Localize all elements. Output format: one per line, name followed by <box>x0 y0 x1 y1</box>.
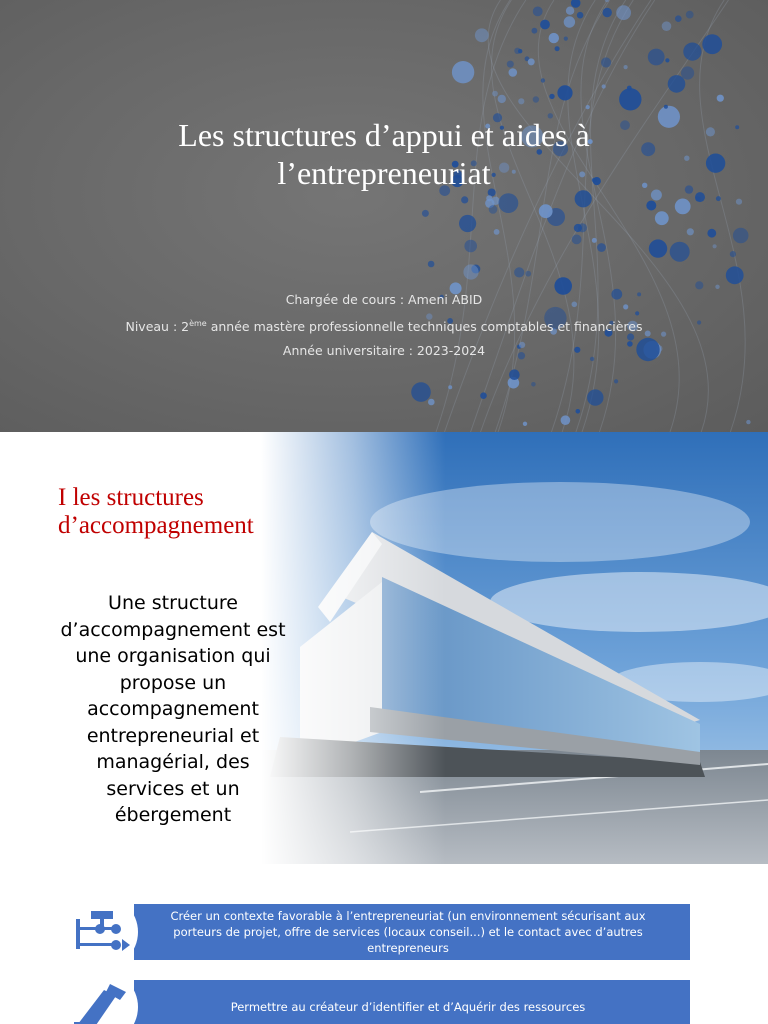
bubble-dot <box>448 385 452 389</box>
bubble-dot <box>695 281 703 289</box>
bubble-dot <box>533 96 539 102</box>
bubble-dot <box>646 201 656 211</box>
bubble-dot <box>675 15 682 22</box>
bubble-dot <box>649 239 667 257</box>
bubble-dot <box>557 85 572 100</box>
bubble-dot <box>571 0 581 8</box>
bubble-dot <box>555 46 560 51</box>
bubble-dot <box>668 75 686 93</box>
bubble-dot <box>572 235 582 245</box>
bubble-dot <box>514 267 524 277</box>
bubble-dot <box>428 261 435 268</box>
bubble-dot <box>665 58 669 62</box>
roles-slide <box>0 864 768 1024</box>
bubble-dot <box>683 43 701 61</box>
heading-line-2: d’accompagnement <box>58 512 254 539</box>
bubble-dot <box>564 37 568 41</box>
bubble-dot <box>597 243 606 252</box>
section-heading <box>58 484 254 540</box>
bubble-dot <box>681 66 694 79</box>
bubble-dot <box>518 49 522 53</box>
bubble-dot <box>602 84 606 88</box>
bubble-dot <box>717 95 724 102</box>
bubble-dot <box>486 195 492 201</box>
handshake-icon <box>64 970 138 1024</box>
bubble-dot <box>525 271 531 277</box>
bubble-dot <box>509 68 518 77</box>
bubble-dot <box>587 389 603 405</box>
bubble-dot <box>498 95 506 103</box>
bubble-dot <box>675 199 691 215</box>
bubble-dot <box>518 98 524 104</box>
role-icon-circle-2 <box>64 970 138 1024</box>
level-line <box>60 316 708 335</box>
bubble-dot <box>533 6 543 16</box>
bubble-dot <box>452 61 474 83</box>
bubble-dot <box>707 229 716 238</box>
structures-slide <box>0 432 768 864</box>
bubble-dot <box>577 12 584 19</box>
role-banner-1 <box>134 904 690 960</box>
bubble-dot <box>576 409 581 414</box>
bubble-dot <box>614 379 618 383</box>
bubble-dot <box>735 125 739 129</box>
bubble-dot <box>662 21 672 31</box>
bubble-dot <box>574 224 582 232</box>
bubble-dot <box>541 78 545 82</box>
bubble-dot <box>461 196 468 203</box>
bubble-dot <box>480 392 487 399</box>
bubble-dot <box>575 190 592 207</box>
bubble-dot <box>715 285 719 289</box>
org-chart-icon <box>64 895 138 969</box>
bubble-dot <box>706 154 725 173</box>
bubble-dot <box>509 369 520 380</box>
heading-line-1: I les structures <box>58 484 204 511</box>
bubble-dot <box>549 94 554 99</box>
bubble-dot <box>706 127 715 136</box>
bubble-dot <box>523 422 527 426</box>
bubble-dot <box>532 28 538 34</box>
bubble-dot <box>549 33 559 43</box>
bubble-dot <box>695 196 700 201</box>
bubble-dot <box>489 205 498 214</box>
bubble-dot <box>494 229 500 235</box>
bubble-dot <box>733 228 749 244</box>
bubble-dot <box>564 16 575 27</box>
bubble-dot <box>531 382 536 387</box>
bubble-dot <box>507 61 514 68</box>
role-text-1: Créer un contexte favorable à l’entrepreneuriat (un environnement sécurisant aux porteurs de projet, offre de services (locaux conseil...) et le contact avec d’autres entrepreneurs <box>170 909 646 955</box>
bubble-dot <box>475 28 489 42</box>
bubble-dot <box>670 242 690 262</box>
bubble-dot <box>713 244 717 248</box>
bubble-dot <box>726 266 744 284</box>
bubble-dot <box>627 86 632 91</box>
lecturer-line: Chargée de cours : Ameni ABID <box>285 292 483 307</box>
bubble-dot <box>730 251 736 257</box>
level-superscript: ème <box>189 319 207 328</box>
bubble-dot <box>464 240 477 253</box>
role-banner-2 <box>134 980 690 1024</box>
bubble-dot <box>686 11 694 19</box>
bubble-dot <box>428 399 435 406</box>
bubble-dot <box>736 199 742 205</box>
definition-text: Une structure d’accompagnement est une organisation qui propose un accompagnement entrepreneurial et managérial, des services et un ébergement <box>60 592 286 826</box>
bubble-dot <box>716 196 721 201</box>
bubble-dot <box>603 8 612 17</box>
title-slide-subtitle <box>60 292 708 367</box>
bubble-dot <box>586 105 590 109</box>
bubble-dot <box>648 49 665 66</box>
bubble-dot <box>459 215 476 232</box>
role-icon-circle-1 <box>64 895 138 969</box>
bubble-dot <box>619 88 641 110</box>
decorative-bubbles-graphic <box>0 0 768 432</box>
bubble-dot <box>492 91 498 97</box>
title-slide <box>0 0 768 432</box>
bubble-dot <box>411 382 431 402</box>
bubble-dot <box>463 264 478 279</box>
bubble-dot <box>624 65 628 69</box>
bubble-dot <box>499 193 519 213</box>
bubble-dot <box>664 105 668 109</box>
bubble-dot <box>539 204 553 218</box>
level-suffix: année mastère professionnelle techniques comptables et financières <box>206 319 643 335</box>
bubble-dot <box>702 34 722 54</box>
bubble-dot <box>746 420 750 424</box>
bubble-dot <box>561 415 571 425</box>
bubble-dot <box>566 7 574 15</box>
bubble-dot <box>592 238 597 243</box>
level-prefix: Niveau : 2 <box>125 319 190 335</box>
bubble-dot <box>687 228 694 235</box>
bubble-dot <box>528 58 535 65</box>
bubble-dot <box>616 5 631 20</box>
bubble-dot <box>601 57 611 67</box>
academic-year-line: Année universitaire : 2023-2024 <box>282 343 486 359</box>
bubble-dot <box>655 211 669 225</box>
bubble-dot <box>422 210 429 217</box>
role-text-2: Permettre au créateur d’identifier et d’Aquérir des ressources <box>230 1000 586 1014</box>
bubble-dot <box>540 20 550 30</box>
presentation-title: Les structures d’appui et aides à l’entrepreneuriat <box>178 117 590 191</box>
